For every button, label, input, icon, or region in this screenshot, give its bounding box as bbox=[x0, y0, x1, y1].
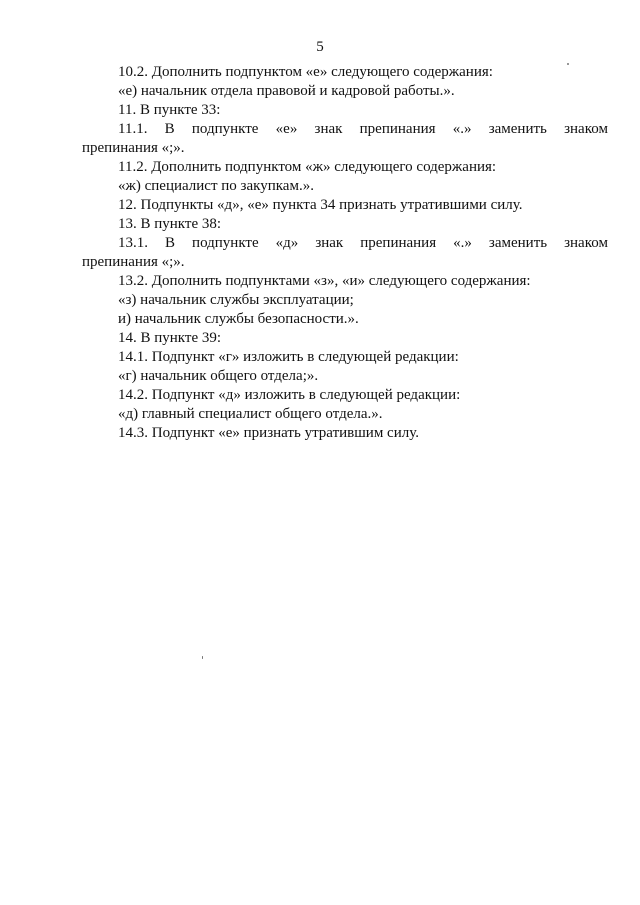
word: «е» bbox=[275, 121, 298, 137]
paragraph-11-1 bbox=[82, 120, 608, 158]
scan-speck bbox=[202, 656, 203, 659]
paragraph-11-2: 11.2. Дополнить подпунктом «ж» следующего содержания: bbox=[118, 159, 497, 175]
paragraph-14-2-text: «д) главный специалист общего отдела.». bbox=[118, 406, 383, 422]
word: «.» bbox=[453, 235, 472, 251]
word: знаком bbox=[564, 121, 608, 137]
document-body bbox=[82, 63, 608, 443]
word: заменить bbox=[488, 235, 548, 251]
paragraph-14-1-text: «г) начальник общего отдела;». bbox=[118, 368, 319, 384]
paragraph-13-1-continuation: препинания «;». bbox=[82, 254, 185, 270]
paragraph-14-2: 14.2. Подпункт «д» изложить в следующей редакции: bbox=[118, 387, 461, 403]
word: подпункте bbox=[192, 235, 259, 251]
word: 13.1. bbox=[118, 235, 148, 251]
word: В bbox=[164, 121, 175, 137]
word: 11.1. bbox=[118, 121, 148, 137]
paragraph-10-2-text: «е) начальник отдела правовой и кадровой работы.». bbox=[118, 83, 455, 99]
word: заменить bbox=[488, 121, 547, 137]
word: «.» bbox=[452, 121, 472, 137]
paragraph-10-2: 10.2. Дополнить подпунктом «е» следующего содержания: bbox=[118, 64, 493, 80]
word: В bbox=[165, 235, 176, 251]
paragraph-11-1-line bbox=[82, 120, 608, 139]
word: знак bbox=[314, 121, 343, 137]
paragraph-11-1-continuation: препинания «;». bbox=[82, 140, 185, 156]
word: «д» bbox=[275, 235, 299, 251]
paragraph-13-1 bbox=[82, 234, 608, 272]
word: подпункте bbox=[191, 121, 259, 137]
paragraph-14-1: 14.1. Подпункт «г» изложить в следующей редакции: bbox=[118, 349, 459, 365]
paragraph-13-1-line bbox=[82, 234, 608, 253]
page-number: 5 bbox=[316, 39, 324, 55]
paragraph-11: 11. В пункте 33: bbox=[118, 102, 221, 118]
paragraph-11-2-text: «ж) специалист по закупкам.». bbox=[118, 178, 314, 194]
paragraph-14: 14. В пункте 39: bbox=[118, 330, 222, 346]
paragraph-14-3: 14.3. Подпункт «е» признать утратившим силу. bbox=[118, 425, 419, 441]
paragraph-13-2-item-z: «з) начальник службы эксплуатации; bbox=[118, 292, 354, 308]
paragraph-13-2: 13.2. Дополнить подпунктами «з», «и» следующего содержания: bbox=[118, 273, 531, 289]
paragraph-13: 13. В пункте 38: bbox=[118, 216, 222, 232]
paragraph-13-2-item-i: и) начальник службы безопасности.». bbox=[118, 311, 359, 327]
word: знаком bbox=[564, 235, 608, 251]
word: знак bbox=[315, 235, 344, 251]
paragraph-12: 12. Подпункты «д», «е» пункта 34 признать утратившими силу. bbox=[118, 197, 523, 213]
scan-speck bbox=[567, 63, 569, 65]
word: препинания bbox=[360, 235, 437, 251]
word: препинания bbox=[359, 121, 436, 137]
